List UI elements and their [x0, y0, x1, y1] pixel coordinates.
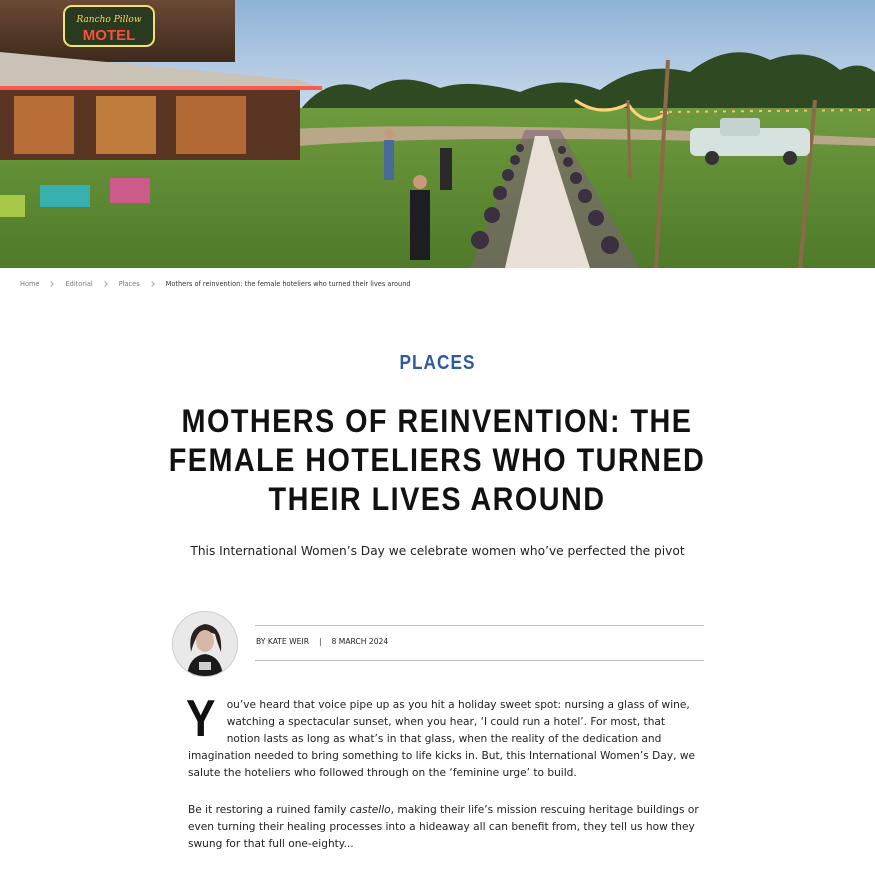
chevron-right-icon — [49, 281, 55, 287]
breadcrumb-editorial[interactable]: Editorial — [65, 280, 93, 288]
hero-photo — [0, 0, 875, 268]
author-portrait — [173, 612, 237, 676]
article-paragraph-2 — [188, 802, 708, 853]
author-name[interactable]: BY KATE WEIR — [256, 637, 309, 646]
article-subtitle: This International Women’s Day we celebrate women who’ve perfected the pivot — [190, 544, 685, 558]
motel-sign-script: Rancho Pillow — [76, 15, 142, 25]
article-paragraph-2-start: Be it restoring a ruined family — [188, 804, 350, 816]
article-paragraph-1-text: ou’ve heard that voice pipe up as you hit a holiday sweet spot: nursing a glass of wine, watching a spectacular sunset, when you hear, ‘I could run a hotel’. For most, that notion lasts as long as what’s in that glass, when the reality of the dedication and imagination needed to bring something to life kicks in. But, this International Women’s Day, we salute the hoteliers who followed through on the ‘feminine urge’ to build. — [188, 699, 696, 779]
chevron-right-icon — [149, 281, 155, 287]
drop-cap: Y — [186, 690, 216, 748]
breadcrumb-home[interactable]: Home — [20, 280, 40, 288]
breadcrumb-places[interactable]: Places — [118, 280, 140, 288]
breadcrumb — [20, 279, 411, 289]
author-avatar — [172, 611, 238, 677]
article-paragraph-2-italic: castello — [349, 804, 391, 816]
breadcrumb-current: Mothers of reinvention: the female hoteliers who turned their lives around — [165, 280, 411, 288]
byline-divider-bottom — [255, 660, 704, 661]
byline-separator: | — [318, 637, 322, 646]
byline-divider-top — [255, 625, 704, 626]
publish-date: 8 MARCH 2024 — [331, 637, 389, 646]
page-title: MOTHERS OF REINVENTION: THE FEMALE HOTELIERS WHO TURNED THEIR LIVES AROUND — [168, 403, 706, 517]
hero-image — [0, 0, 875, 268]
article-paragraph-2-end: , making their life’s mission rescuing heritage buildings or even turning their healing processes into a hideaway all can benefit from, they tell us how they swung for that full one-eighty... — [188, 804, 699, 850]
category-label[interactable]: PLACES — [399, 352, 476, 374]
byline — [256, 637, 388, 646]
article-paragraph-1 — [186, 690, 700, 782]
motel-sign-word: MOTEL — [82, 27, 136, 44]
chevron-right-icon — [102, 281, 108, 287]
